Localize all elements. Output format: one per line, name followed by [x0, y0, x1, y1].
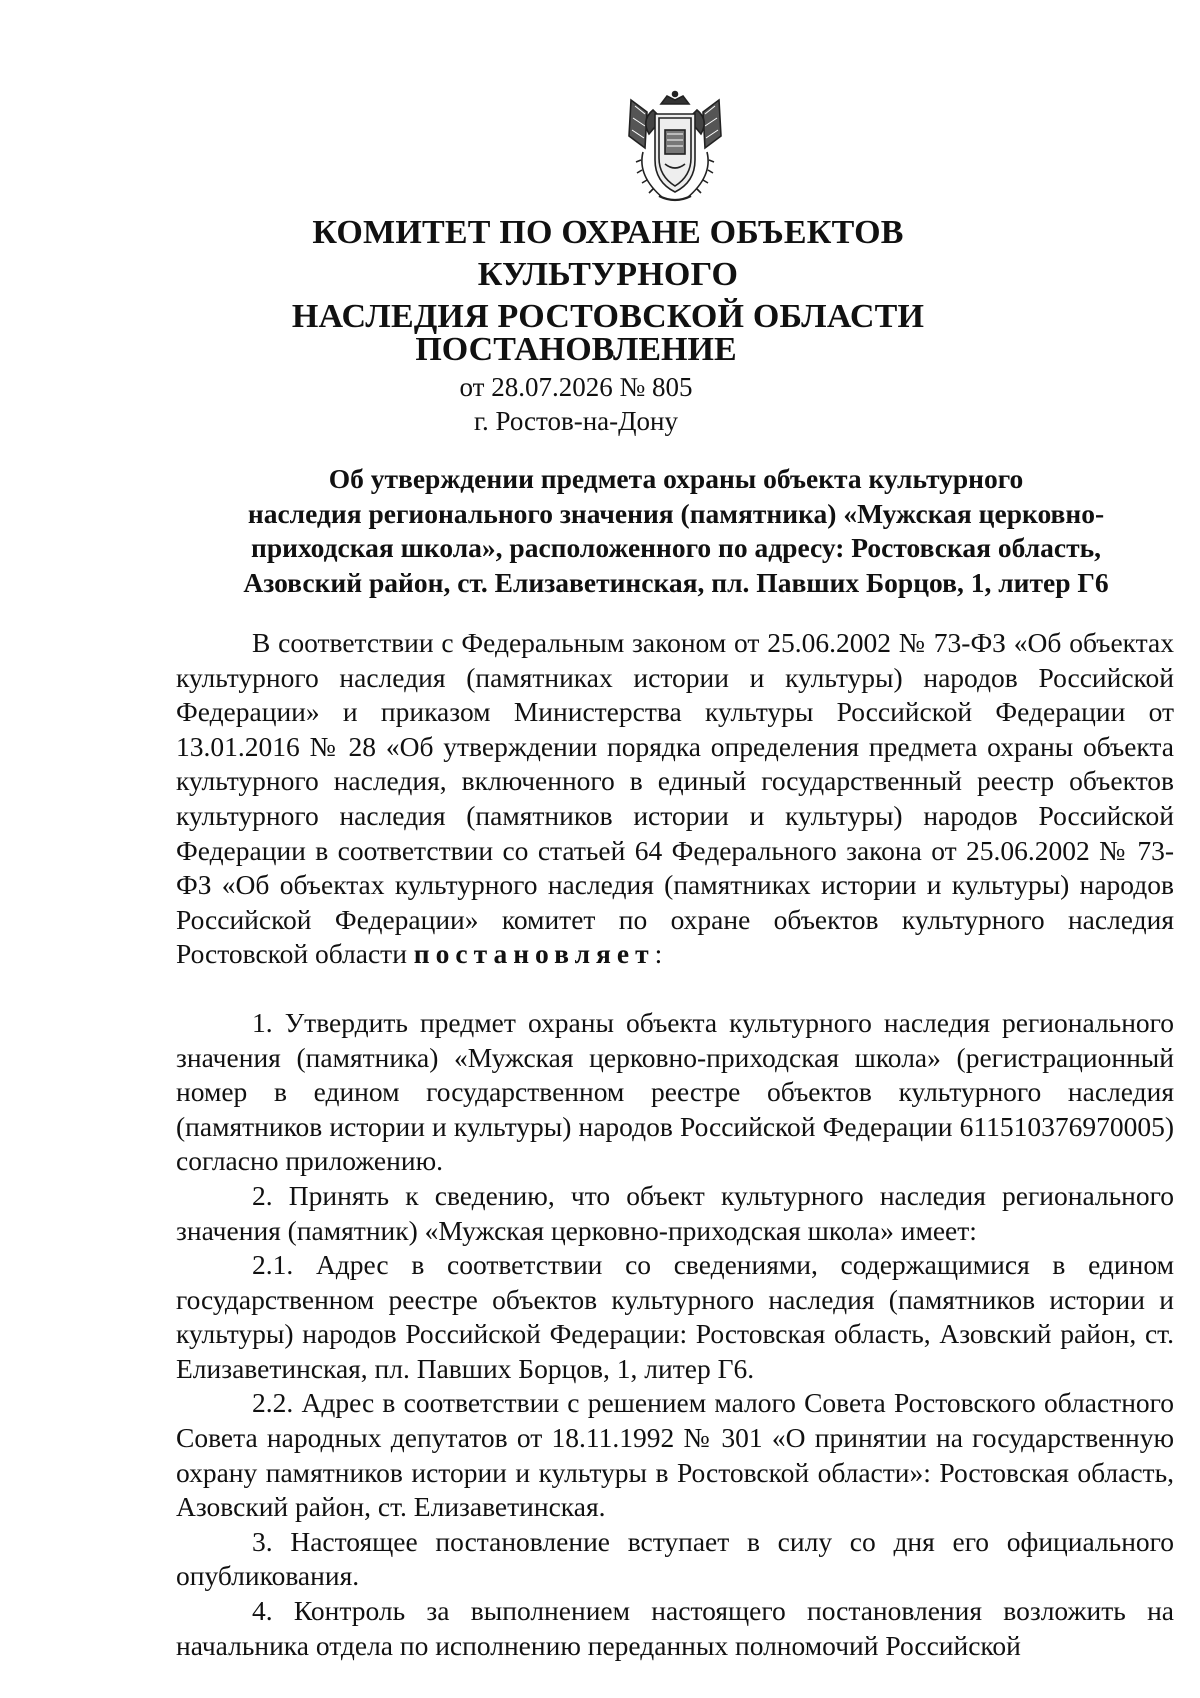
subject-line3: приходская школа», расположенного по адресу: Ростовская область, — [250, 532, 1102, 563]
subject-line4: Азовский район, ст. Елизаветинская, пл. Павших Борцов, 1, литер Г6 — [243, 566, 1109, 598]
agency-title-line1: КОМИТЕТ ПО ОХРАНЕ ОБЪЕКТОВ КУЛЬТУРНОГО — [312, 214, 904, 293]
item-2-2: 2.2. Адрес в соответствии с решением малого Совета Ростовского областного Совета народных депутатов от 18.11.1992 № 301 «О принятии на государственную охрану памятников истории и культуры в Ростовской области»: Ростовская область, Азовский район, ст. Елизаветинская. — [176, 1387, 1174, 1523]
item-1: 1. Утвердить предмет охраны объекта культурного наследия регионального значения (памятника) «Мужская церковно-приходская школа» (регистрационный номер в едином государственном реестре объектов культурного наследия (памятников истории и культуры) народов Российской Федерации 611510376970005) согласно приложению. — [176, 1006, 1174, 1177]
document-subject — [200, 462, 1152, 600]
document-city: г. Ростов-на-Дону — [473, 406, 678, 436]
item-3: 3. Настоящее постановление вступает в силу со дня его официального опубликования. — [176, 1525, 1174, 1592]
coat-of-arms-icon — [623, 90, 727, 206]
item-4: 4. Контроль за выполнением настоящего постановления возложить на начальника отдела по исполнению переданных полномочий Российской — [176, 1595, 1174, 1661]
subject-line2: наследия регионального значения (памятника) «Мужская церковно- — [247, 497, 1105, 529]
agency-title-line2: НАСЛЕДИЯ РОСТОВСКОЙ ОБЛАСТИ — [291, 298, 925, 335]
decree-word: постановляет — [413, 938, 655, 970]
item-2: 2. Принять к сведению, что объект культурного наследия регионального значения (памятник) «Мужская церковно-приходская школа» имеет: — [176, 1179, 1174, 1246]
preamble-paragraph — [176, 626, 1174, 972]
document-date-number: от 28.07.2026 № 805 — [459, 372, 693, 402]
document-type: ПОСТАНОВЛЕНИЕ — [415, 331, 737, 368]
agency-title — [180, 212, 1036, 338]
document-body — [176, 626, 1174, 1663]
decree-suffix: : — [654, 938, 663, 970]
item-2-1: 2.1. Адрес в соответствии со сведениями, содержащимися в едином государственном реестре объектов культурного наследия (памятников истории и культуры) народов Российской Федерации: Ростовская область, Азовский район, ст. Елизаветинская, пл. Павших Борцов, 1, литер Г6. — [176, 1249, 1174, 1384]
subject-line1: Об утверждении предмета охраны объекта культурного — [328, 463, 1024, 494]
preamble-text: В соответствии с Федеральным законом от 25.06.2002 № 73-ФЗ «Об объектах культурного наследия (памятниках истории и культуры) народов Российской Федерации» и приказом Министерства культуры Российской Федерации от 13.01.2016 № 28 «Об утверждении порядка определения предмета охраны объекта культурного наследия, включенного в единый государственный реестр объектов культурного наследия (памятников истории и культуры) народов Российской Федерации в соответствии со статьей 64 Федерального закона от 25.06.2002 № 73-ФЗ «Об объектах культурного наследия (памятниках истории и культуры) народов Российской Федерации» комитет по охране объектов культурного наследия Ростовской области — [176, 627, 1174, 970]
